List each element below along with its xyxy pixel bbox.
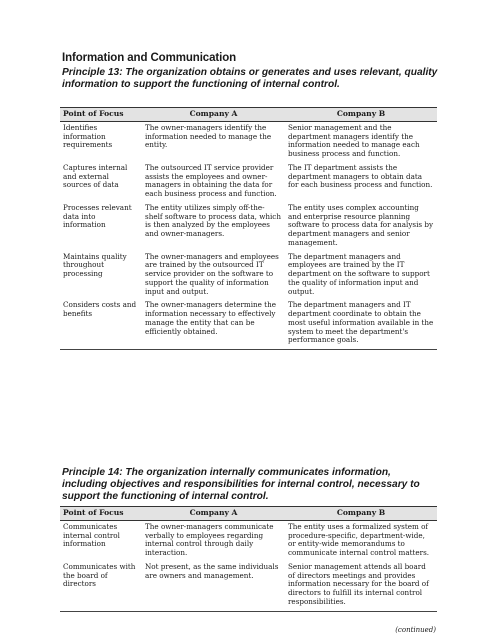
point-of-focus-cell: Identifies information requirements — [63, 122, 113, 150]
company-b-cell: Senior management attends all board of directors meetings and provides information necessary for the board of directors to fulfill its internal control responsibilities. — [285, 562, 437, 611]
table-row — [60, 252, 437, 301]
point-of-focus-cell: Communicates internal control information — [63, 521, 120, 549]
company-a-cell: The owner-managers identify the information needed to manage the entity. — [145, 122, 272, 150]
header-company-b: Company B — [285, 108, 437, 122]
principle-13-table — [60, 107, 437, 350]
table-header-row — [60, 108, 437, 122]
point-of-focus-cell: Maintains quality throughout processing — [63, 251, 127, 278]
company-b-cell: The IT department assists the department managers to obtain data for each business process and function. — [288, 162, 433, 190]
header-point-of-focus: Point of Focus — [60, 108, 142, 122]
point-of-focus-cell: Captures internal and external sources of data — [63, 162, 128, 190]
point-of-focus-cell: Processes relevant data into information — [63, 202, 132, 230]
table-header-row — [60, 507, 437, 521]
header-point-of-focus: Point of Focus — [60, 507, 142, 521]
company-b-cell: The department managers and IT department coordinate to obtain the most useful information available in the system to meet the department's performance goals. — [285, 300, 437, 349]
table-row — [60, 300, 437, 349]
table-row — [60, 121, 437, 163]
section-heading: Information and Communication — [62, 52, 237, 64]
company-a-cell: The owner-managers and employees are trained by the outsourced IT service provider on the software to support the quality of information input and output. — [145, 251, 279, 296]
company-a-cell: The outsourced IT service provider assists the employees and owner-managers in obtaining the data for each business process and function. — [145, 162, 277, 198]
company-b-cell: The entity uses a formalized system of procedure-specific, department-wide, or entity-wide memorandums to communicate internal control matters. — [288, 521, 430, 557]
principle-14-heading: Principle 14: The organization internally communicates information, including objectives and responsibilities for internal control, necessary to support the functioning of internal control. — [62, 467, 420, 502]
header-company-b: Company B — [285, 507, 437, 521]
continued-note: (continued) — [395, 626, 436, 634]
principle-13-heading: Principle 13: The organization obtains or generates and uses relevant, quality information to support the functioning of internal control. — [62, 67, 438, 90]
company-b-cell: Senior management and the department managers identify the information needed to manage each business process and function. — [288, 122, 420, 158]
table-row — [60, 203, 437, 252]
table-row — [60, 562, 437, 611]
company-a-cell: The owner-managers determine the information necessary to effectively manage the entity that can be efficiently obtained. — [142, 300, 285, 349]
table-row — [60, 520, 437, 562]
company-a-cell: The owner-managers communicate verbally to employees regarding internal control through daily interaction. — [145, 521, 274, 557]
company-b-cell: The entity uses complex accounting and enterprise resource planning software to process data for analysis by department managers and senior management. — [288, 202, 434, 247]
company-a-cell: Not present, as the same individuals are owners and management. — [142, 562, 285, 611]
principle-14-table — [60, 506, 437, 612]
point-of-focus-cell: Considers costs and benefits — [60, 300, 142, 349]
company-a-cell: The entity utilizes simply off-the-shelf software to process data, which is then analyzed by the employees and owner-managers. — [145, 202, 281, 238]
company-b-cell: The department managers and employees are trained by the IT department on the software to support the quality of information input and output. — [288, 251, 430, 296]
header-company-a: Company A — [142, 507, 285, 521]
point-of-focus-cell: Communicates with the board of directors — [60, 562, 142, 611]
header-company-a: Company A — [142, 108, 285, 122]
table-row — [60, 163, 437, 203]
